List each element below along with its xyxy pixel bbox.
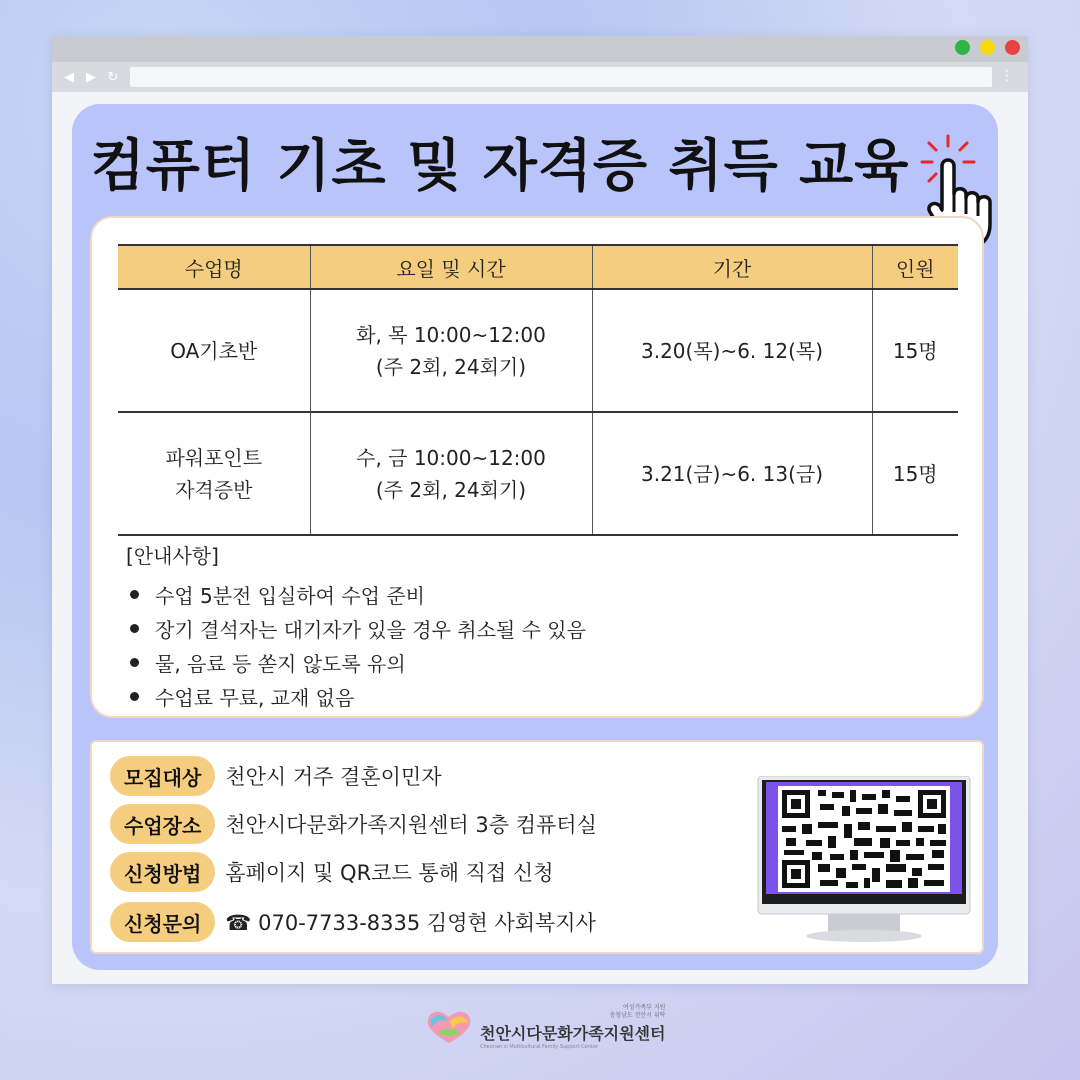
day-time-cell: 화, 목 10:00~12:00 (주 2회, 24회기) bbox=[310, 289, 592, 412]
day-time-cell: 수, 금 10:00~12:00 (주 2회, 24회기) bbox=[310, 412, 592, 535]
close-button[interactable] bbox=[1005, 40, 1020, 55]
bullet-icon bbox=[130, 624, 139, 633]
list-item: 물, 음료 등 쏟지 않도록 유의 bbox=[126, 645, 956, 679]
info-row-location bbox=[110, 804, 597, 844]
info-label: 신청문의 bbox=[110, 902, 215, 942]
period-cell: 3.21(금)~6. 13(금) bbox=[592, 412, 872, 535]
count-cell: 15명 bbox=[872, 412, 958, 535]
schedule-table bbox=[118, 244, 958, 536]
maximize-button[interactable] bbox=[955, 40, 970, 55]
info-label: 수업장소 bbox=[110, 804, 215, 844]
notice-heading: [안내사항] bbox=[126, 544, 219, 568]
title-bar bbox=[52, 36, 1028, 62]
period-cell: 3.20(목)~6. 12(목) bbox=[592, 289, 872, 412]
list-item: 수업 5분전 입실하여 수업 준비 bbox=[126, 577, 956, 611]
content-card bbox=[72, 104, 998, 970]
header-day-time: 요일 및 시간 bbox=[310, 245, 592, 289]
monitor-icon bbox=[756, 776, 972, 946]
minimize-button[interactable] bbox=[980, 40, 995, 55]
url-input[interactable] bbox=[130, 67, 992, 87]
info-value: 천안시 거주 결혼이민자 bbox=[225, 765, 442, 789]
info-label: 모집대상 bbox=[110, 756, 215, 796]
schedule-panel bbox=[90, 216, 984, 718]
info-value: 천안시다문화가족지원센터 3층 컴퓨터실 bbox=[225, 813, 597, 837]
info-value: 홈페이지 및 QR코드 통해 직접 신청 bbox=[225, 861, 554, 885]
menu-icon[interactable]: ⋮ bbox=[1000, 68, 1014, 84]
class-name-cell: OA기초반 bbox=[118, 289, 310, 412]
count-cell: 15명 bbox=[872, 289, 958, 412]
header-period: 기간 bbox=[592, 245, 872, 289]
list-item: 수업료 무료, 교재 없음 bbox=[126, 679, 956, 713]
logo-name: 천안시다문화가족지원센터 bbox=[480, 1023, 666, 1043]
info-value: ☎ 070-7733-8335 김영현 사회복지사 bbox=[225, 911, 596, 935]
info-row-contact bbox=[110, 902, 596, 942]
center-logo bbox=[424, 1004, 665, 1050]
forward-icon[interactable]: ▶ bbox=[86, 69, 96, 85]
window-controls bbox=[955, 40, 1020, 55]
logo-english: Cheonan si Multicultural Family Support Center bbox=[480, 1043, 598, 1050]
logo-sub1: 여성가족부 지원 bbox=[623, 1004, 666, 1011]
page-title: 컴퓨터 기초 및 자격증 취득 교육 bbox=[90, 134, 910, 199]
notice-section bbox=[126, 540, 956, 713]
refresh-icon[interactable]: ↻ bbox=[107, 69, 119, 85]
browser-window bbox=[52, 36, 1028, 984]
table-header-row bbox=[118, 245, 958, 289]
class-name-cell: 파워포인트 자격증반 bbox=[118, 412, 310, 535]
bullet-icon bbox=[130, 590, 139, 599]
logo-sub2: 충청남도 천안시 위탁 bbox=[609, 1012, 666, 1020]
bullet-icon bbox=[130, 658, 139, 667]
info-label: 신청방법 bbox=[110, 852, 215, 892]
list-item: 장기 결석자는 대기자가 있을 경우 취소될 수 있음 bbox=[126, 611, 956, 645]
logo-icon bbox=[424, 1007, 474, 1047]
bullet-icon bbox=[130, 692, 139, 701]
info-row-target bbox=[110, 756, 442, 796]
back-icon[interactable]: ◀ bbox=[64, 69, 74, 85]
header-count: 인원 bbox=[872, 245, 958, 289]
qr-code-icon[interactable] bbox=[778, 786, 950, 892]
table-row bbox=[118, 412, 958, 535]
header-class-name: 수업명 bbox=[118, 245, 310, 289]
notice-list bbox=[126, 577, 956, 713]
address-bar bbox=[52, 62, 1028, 92]
info-panel bbox=[90, 740, 984, 954]
info-row-method bbox=[110, 852, 554, 892]
table-row bbox=[118, 289, 958, 412]
